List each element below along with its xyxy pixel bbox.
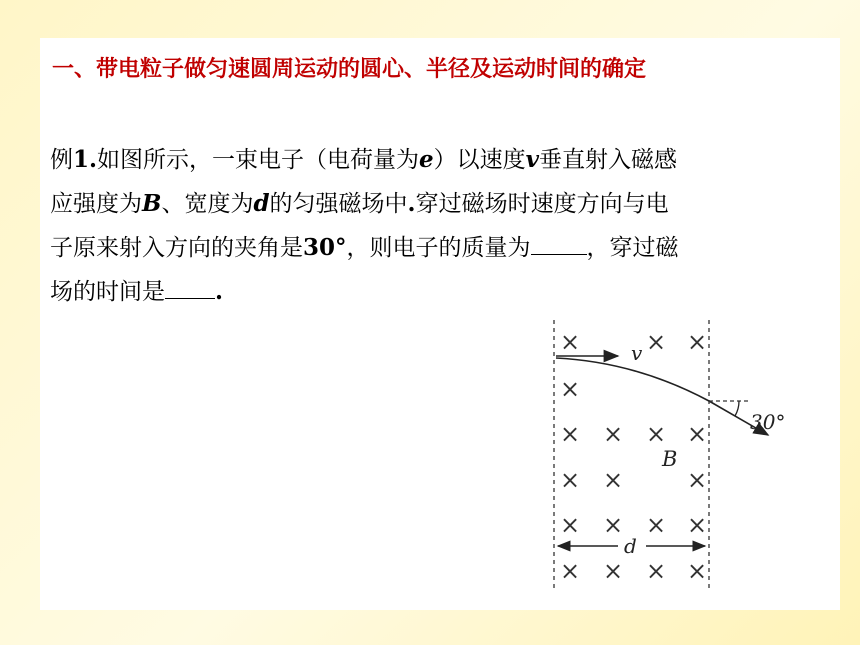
- field-cross: ×: [686, 466, 708, 494]
- field-cross: ×: [686, 420, 708, 448]
- text-run: 垂直射入磁感: [539, 147, 678, 173]
- field-cross: ×: [645, 420, 667, 448]
- field-cross: ×: [559, 375, 581, 403]
- field-cross: ×: [602, 420, 624, 448]
- field-cross: ×: [559, 328, 581, 356]
- text-run: 的匀强磁场中: [269, 191, 408, 217]
- text-run: 、宽度为: [161, 191, 254, 217]
- field-cross: ×: [559, 466, 581, 494]
- text-run: 应强度为: [50, 191, 142, 217]
- problem-line-1: [50, 138, 835, 182]
- field-cross: ×: [559, 511, 581, 539]
- field-cross: ×: [686, 511, 708, 539]
- field-cross: ×: [602, 466, 624, 494]
- charge-symbol: e: [419, 146, 434, 173]
- field-cross: ×: [645, 511, 667, 539]
- field-cross: ×: [645, 557, 667, 585]
- period: .: [215, 278, 224, 305]
- problem-line-3: [50, 226, 835, 270]
- period: .: [407, 190, 416, 217]
- text-run: 场的时间是: [50, 279, 165, 305]
- field-cross: ×: [686, 328, 708, 356]
- velocity-symbol: v: [525, 146, 540, 173]
- answer-blank-mass[interactable]: [531, 230, 587, 255]
- magnetic-field-diagram: [506, 278, 796, 590]
- width-symbol: d: [253, 190, 270, 217]
- text-run: 如图所示，一束电子（电荷量为: [97, 147, 420, 173]
- text-run: 子原来射入方向的夹角是: [50, 235, 303, 261]
- field-cross: ×: [559, 420, 581, 448]
- section-heading: 一、带电粒子做匀速圆周运动的圆心、半径及运动时间的确定: [52, 57, 647, 82]
- field-symbol: B: [142, 190, 162, 217]
- angle-value: 30°: [303, 234, 347, 261]
- field-cross: ×: [602, 511, 624, 539]
- field-cross: ×: [686, 557, 708, 585]
- text-run: ）以速度: [433, 147, 526, 173]
- field-cross: ×: [559, 557, 581, 585]
- text-run: 穿过磁场时速度方向与电: [415, 191, 669, 217]
- example-number: 1.: [73, 146, 98, 173]
- problem-line-2: [50, 182, 835, 226]
- text-run: ，穿过磁: [586, 235, 679, 261]
- example-label: 例: [50, 147, 73, 173]
- angle-label: 30°: [750, 410, 786, 434]
- text-run: ，则电子的质量为: [346, 235, 531, 261]
- width-label: d: [624, 534, 637, 558]
- field-cross: ×: [645, 328, 667, 356]
- field-cross: ×: [602, 557, 624, 585]
- answer-blank-time[interactable]: [165, 274, 215, 299]
- field-label: B: [662, 447, 678, 471]
- velocity-label: v: [631, 341, 643, 365]
- angle-arc: [735, 401, 739, 416]
